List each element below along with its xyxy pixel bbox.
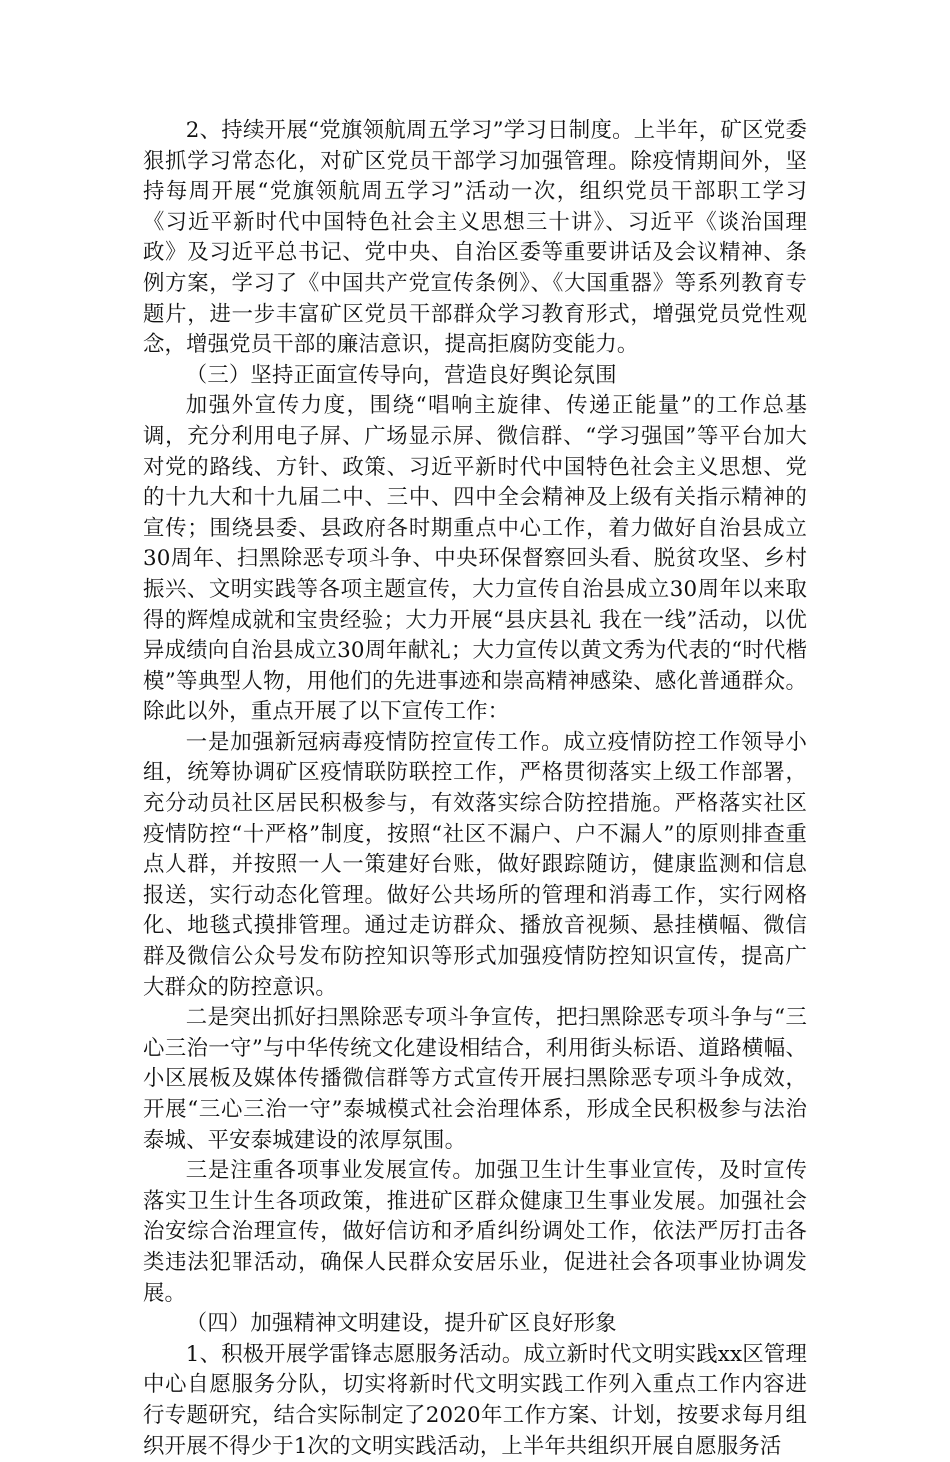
document-page (143, 116, 807, 1462)
section-heading-3: （三）坚持正面宣传导向，营造良好舆论氛围 (185, 362, 617, 388)
paragraph-volunteer: 1、积极开展学雷锋志愿服务活动。成立新时代文明实践xx区管理中心自愿服务分队，切实将新时代文明实践工作列入重点工作内容进行专题研究，结合实际制定了2020年工作方案、计划，按要求每月组织开展不得少于1次的文明实践活动，上半年共组织开展自愿服务活 (143, 1341, 807, 1459)
paragraph-anti-crime: 二是突出抓好扫黑除恶专项斗争宣传，把扫黑除恶专项斗争与“三心三治一守”与中华传统文化建设相结合，利用街头标语、道路横幅、小区展板及媒体传播微信群等方式宣传开展扫黑除恶专项斗争成效，开展“三心三治一守”泰城模式社会治理体系，形成全民积极参与法治泰城、平安泰城建设的浓厚氛围。 (143, 1005, 807, 1153)
paragraph-development: 三是注重各项事业发展宣传。加强卫生计生事业宣传，及时宣传落实卫生计生各项政策，推进矿区群众健康卫生事业发展。加强社会治安综合治理宣传，做好信访和矛盾纠纷调处工作，依法严厉打击各类违法犯罪活动，确保人民群众安居乐业，促进社会各项事业协调发展。 (143, 1158, 807, 1306)
paragraph-publicity: 加强外宣传力度，围绕“唱响主旋律、传递正能量”的工作总基调，充分利用电子屏、广场显示屏、微信群、“学习强国”等平台加大对党的路线、方针、政策、习近平新时代中国特色社会主义思想、党的十九大和十九届二中、三中、四中全会精神及上级有关指示精神的宣传；围绕县委、县政府各时期重点中心工作，着力做好自治县成立30周年、扫黑除恶专项斗争、中央环保督察回头看、脱贫攻坚、乡村振兴、文明实践等各项主题宣传，大力宣传自治县成立30周年以来取得的辉煌成就和宝贵经验；大力开展“县庆县礼 我在一线”活动，以优异成绩向自治县成立30周年献礼；大力宣传以黄文秀为代表的“时代楷模”等典型人物，用他们的先进事迹和崇高精神感染、感化普通群众。除此以外，重点开展了以下宣传工作： (143, 393, 807, 725)
paragraph-study-day: 2、持续开展“党旗领航周五学习”学习日制度。上半年，矿区党委狠抓学习常态化，对矿区党员干部学习加强管理。除疫情期间外，坚持每周开展“党旗领航周五学习”活动一次，组织党员干部职工学习《习近平新时代中国特色社会主义思想三十讲》、习近平《谈治国理政》及习近平总书记、党中央、自治区委等重要讲话及会议精神、条例方案，学习了《中国共产党宣传条例》、《大国重器》等系列教育专题片，进一步丰富矿区党员干部群众学习教育形式，增强党员党性观念，增强党员干部的廉洁意识，提高拒腐防变能力。 (143, 118, 807, 358)
paragraph-epidemic: 一是加强新冠病毒疫情防控宣传工作。成立疫情防控工作领导小组，统筹协调矿区疫情联防联控工作，严格贯彻落实上级工作部署，充分动员社区居民积极参与，有效落实综合防控措施。严格落实社区疫情防控“十严格”制度，按照“社区不漏户、户不漏人”的原则排查重点人群，并按照一人一策建好台账，做好跟踪随访，健康监测和信息报送，实行动态化管理。做好公共场所的管理和消毒工作，实行网格化、地毯式摸排管理。通过走访群众、播放音视频、悬挂横幅、微信群及微信公众号发布防控知识等形式加强疫情防控知识宣传，提高广大群众的防控意识。 (143, 729, 807, 1000)
section-heading-4: （四）加强精神文明建设，提升矿区良好形象 (185, 1311, 617, 1337)
